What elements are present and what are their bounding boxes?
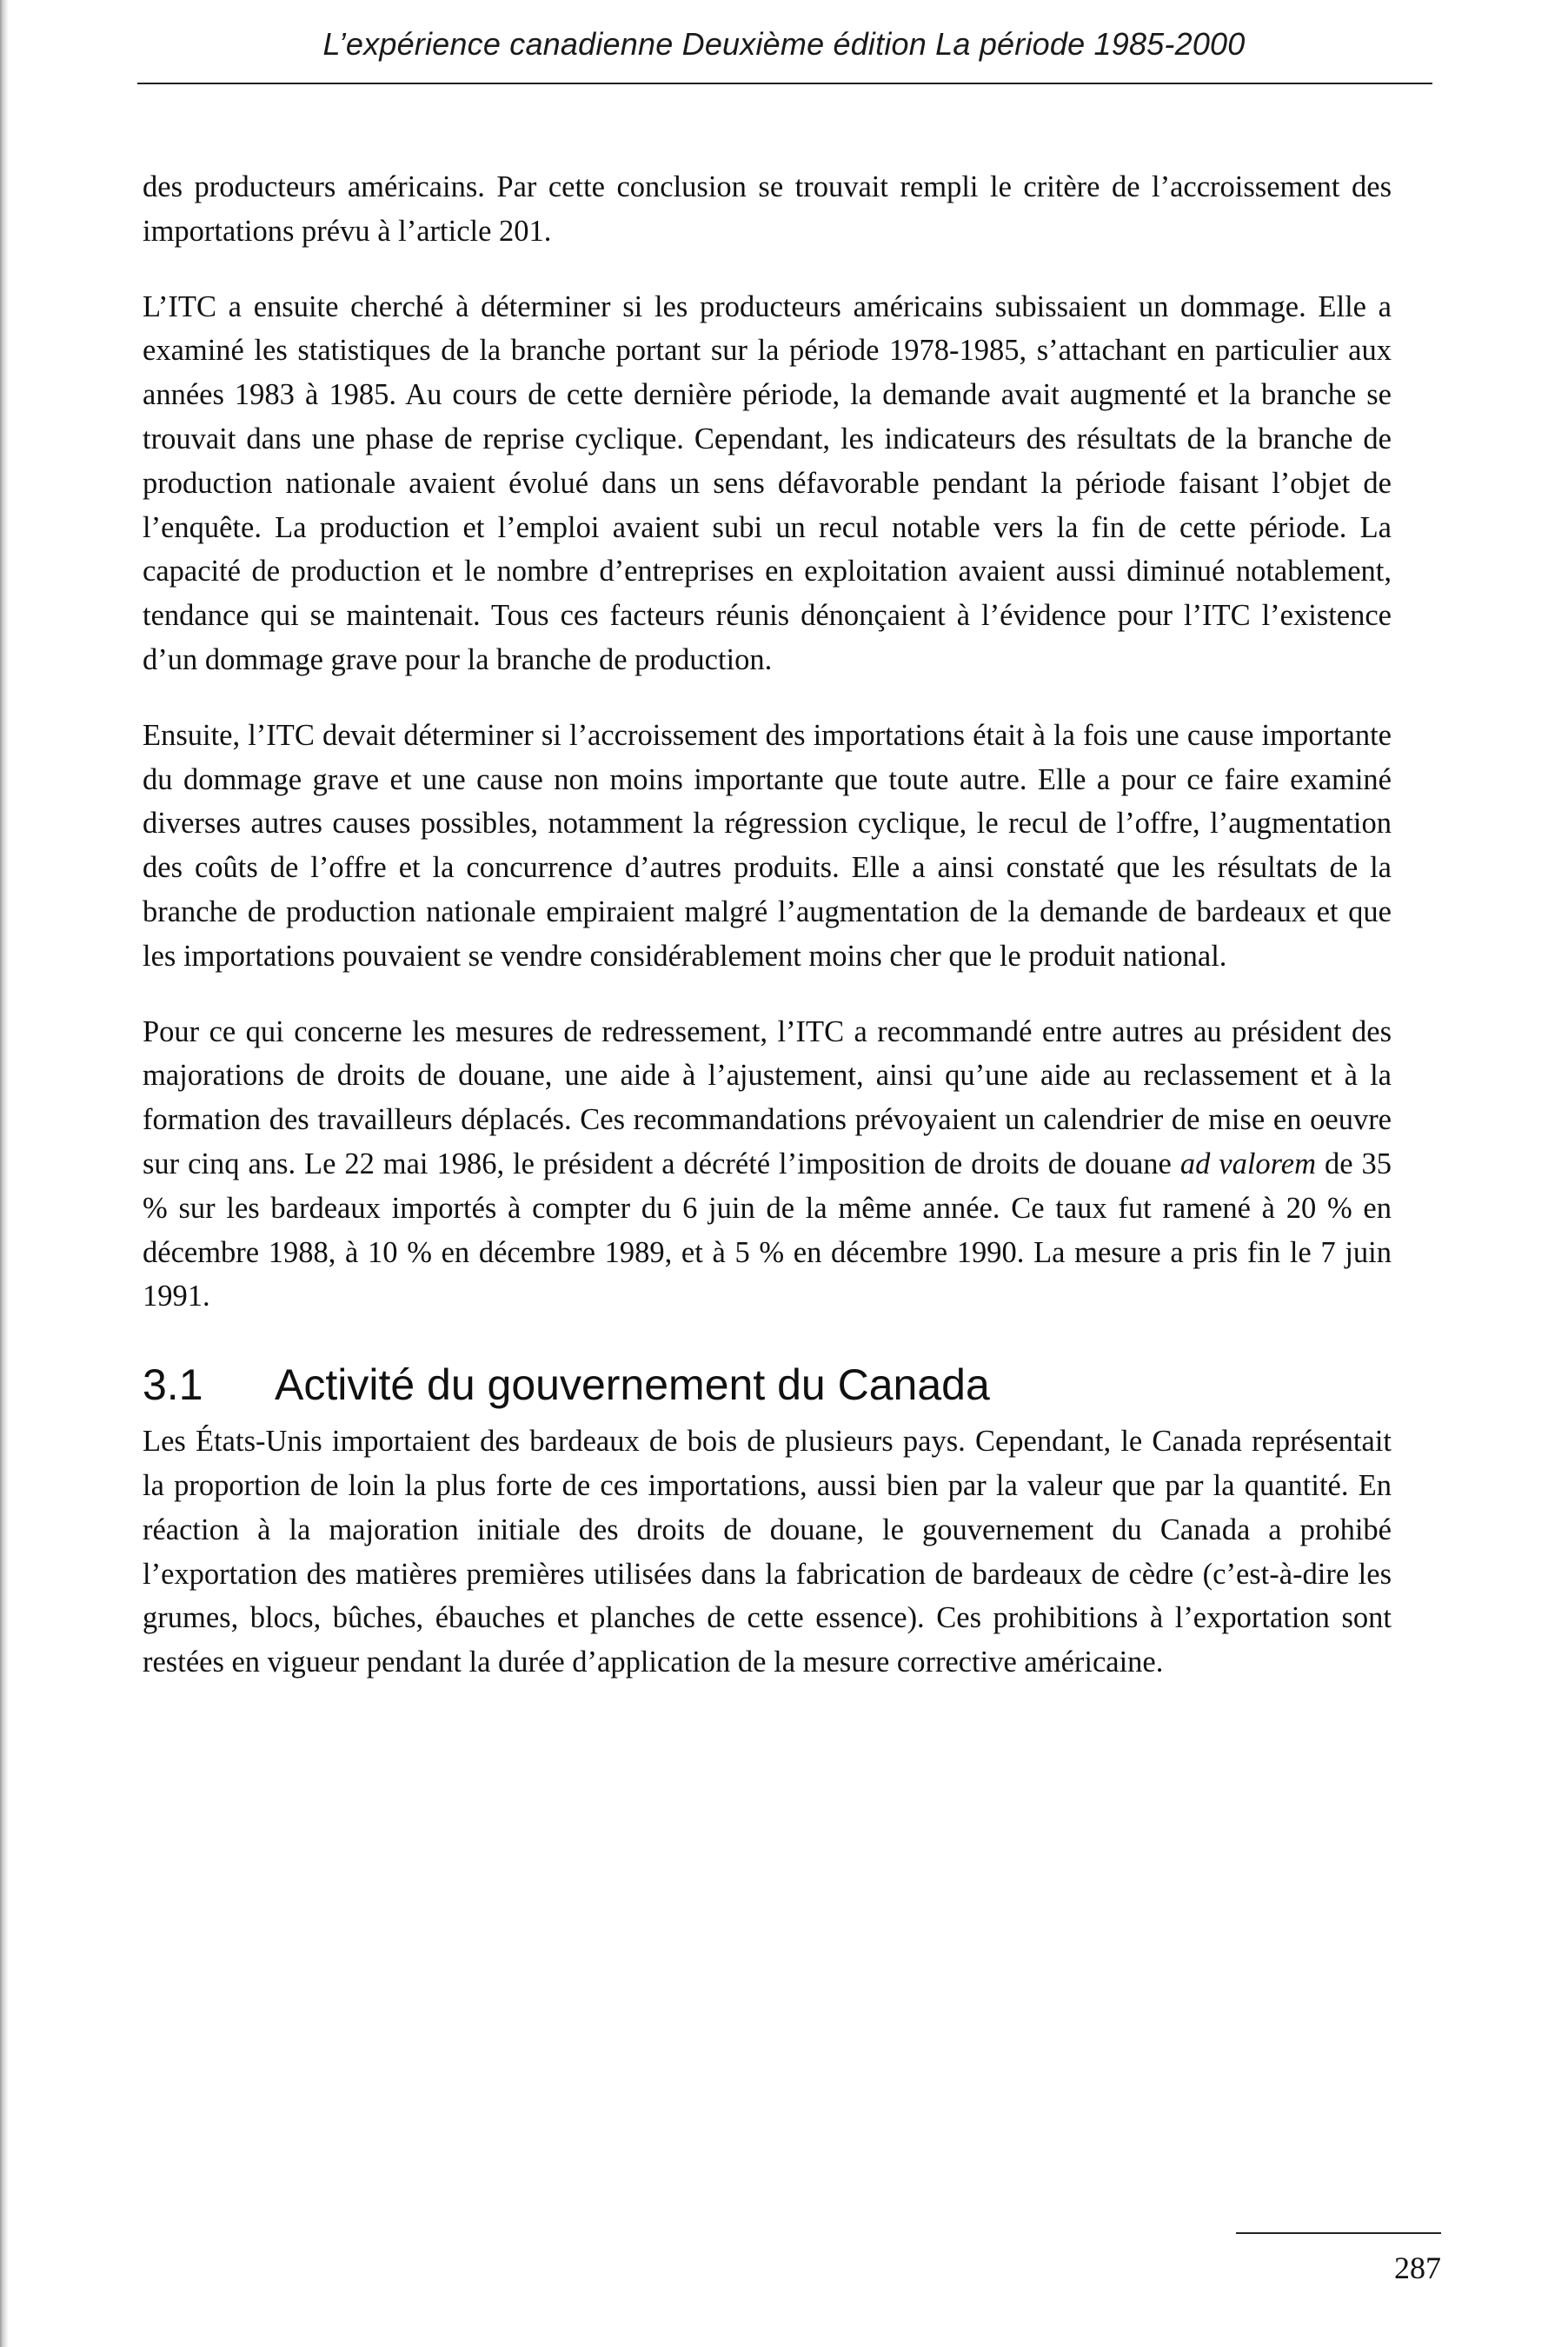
paragraph-3: Ensuite, l’ITC devait déterminer si l’accroissement des importations était à la fois une cause importante du dommage grave et une cause non moins importante que toute autre. Elle a pour ce faire examiné diverses autres causes possibles, notamment la régression cyclique, le recul de l’offre, l’augmentation des coûts de l’offre et la concurrence d’autres produits. Elle a ainsi constaté que les résultats de la branche de production nationale empiraient malgré l’augmentation de la demande de bardeaux et que les importations pouvaient se vendre considérablement moins cher que le produit national. [143, 718, 1392, 973]
section-number: 3.1 [143, 1360, 203, 1410]
section-paragraph-1: Les États-Unis importaient des bardeaux de bois de plusieurs pays. Cependant, le Canada représentait la proportion de loin la plus forte de ces importations, aussi bien par la valeur que par la quantité. En réaction à la majoration initiale des droits de douane, le gouvernement du Canada a prohibé l’exportation des matières premières utilisées dans la fabrication de bardeaux de cèdre (c’est-à-dire les grumes, blocs, bûches, ébauches et planches de cette essence). Ces prohibitions à l’exportation sont restées en vigueur pendant la durée d’application de la mesure corrective américaine. [143, 1425, 1392, 1679]
paragraph-1: des producteurs américains. Par cette conclusion se trouvait rempli le critère de l’accroissement des importations prévu à l’article 201. [143, 170, 1392, 248]
paragraph-4-italic-term: ad valorem [1179, 1147, 1317, 1180]
scan-edge [0, 0, 9, 2347]
section-title: Activité du gouvernement du Canada [275, 1360, 990, 1410]
footer-rule [1236, 2232, 1441, 2234]
paragraph-2: L’ITC a ensuite cherché à déterminer si les producteurs américains subissaient un dommage. Elle a examiné les statistiques de la branche portant sur la période 1978-1985, s’attachant en particulier aux années 1983 à 1985. Au cours de cette dernière période, la demande avait augmenté et la branche se trouvait dans une phase de reprise cyclique. Cependant, les indicateurs des résultats de la branche de production nationale avaient évolué dans un sens défavorable pendant la période faisant l’objet de l’enquête. La production et l’emploi avaient subi un recul notable vers la fin de cette période. La capacité de production et le nombre d’entreprises en exploitation avaient aussi diminué notablement, tendance qui se maintenait. Tous ces facteurs réunis dénonçaient à l’évidence pour l’ITC l’existence d’un dommage grave pour la branche de production. [143, 289, 1392, 676]
page-body [143, 165, 1392, 1716]
paragraph-4-text-b: de 35 % sur les bardeaux importés à compter du 6 juin de la même année. Ce taux fut ramené à 20 % en décembre 1988, à 10 % en décembre 1989, et à 5 % en décembre 1990. La mesure a pris fin le 7 juin 1991. [143, 1147, 1392, 1313]
header-rule [137, 83, 1432, 84]
paragraph-4-text-a: Pour ce qui concerne les mesures de redressement, l’ITC a recommandé entre autres au président des majorations de droits de douane, une aide à l’ajustement, ainsi qu’une aide au reclassement et à la formation des travailleurs déplacés. Ces recommandations prévoyaient un calendrier de mise en oeuvre sur cinq ans. Le 22 mai 1986, le président a décrété l’imposition de droits de douane [143, 1014, 1392, 1180]
running-header: L’expérience canadienne Deuxième édition La période 1985-2000 [322, 26, 1246, 62]
section-heading [143, 1357, 1392, 1413]
page-number: 287 [1394, 2251, 1441, 2285]
paragraph-4 [143, 1010, 1392, 1320]
